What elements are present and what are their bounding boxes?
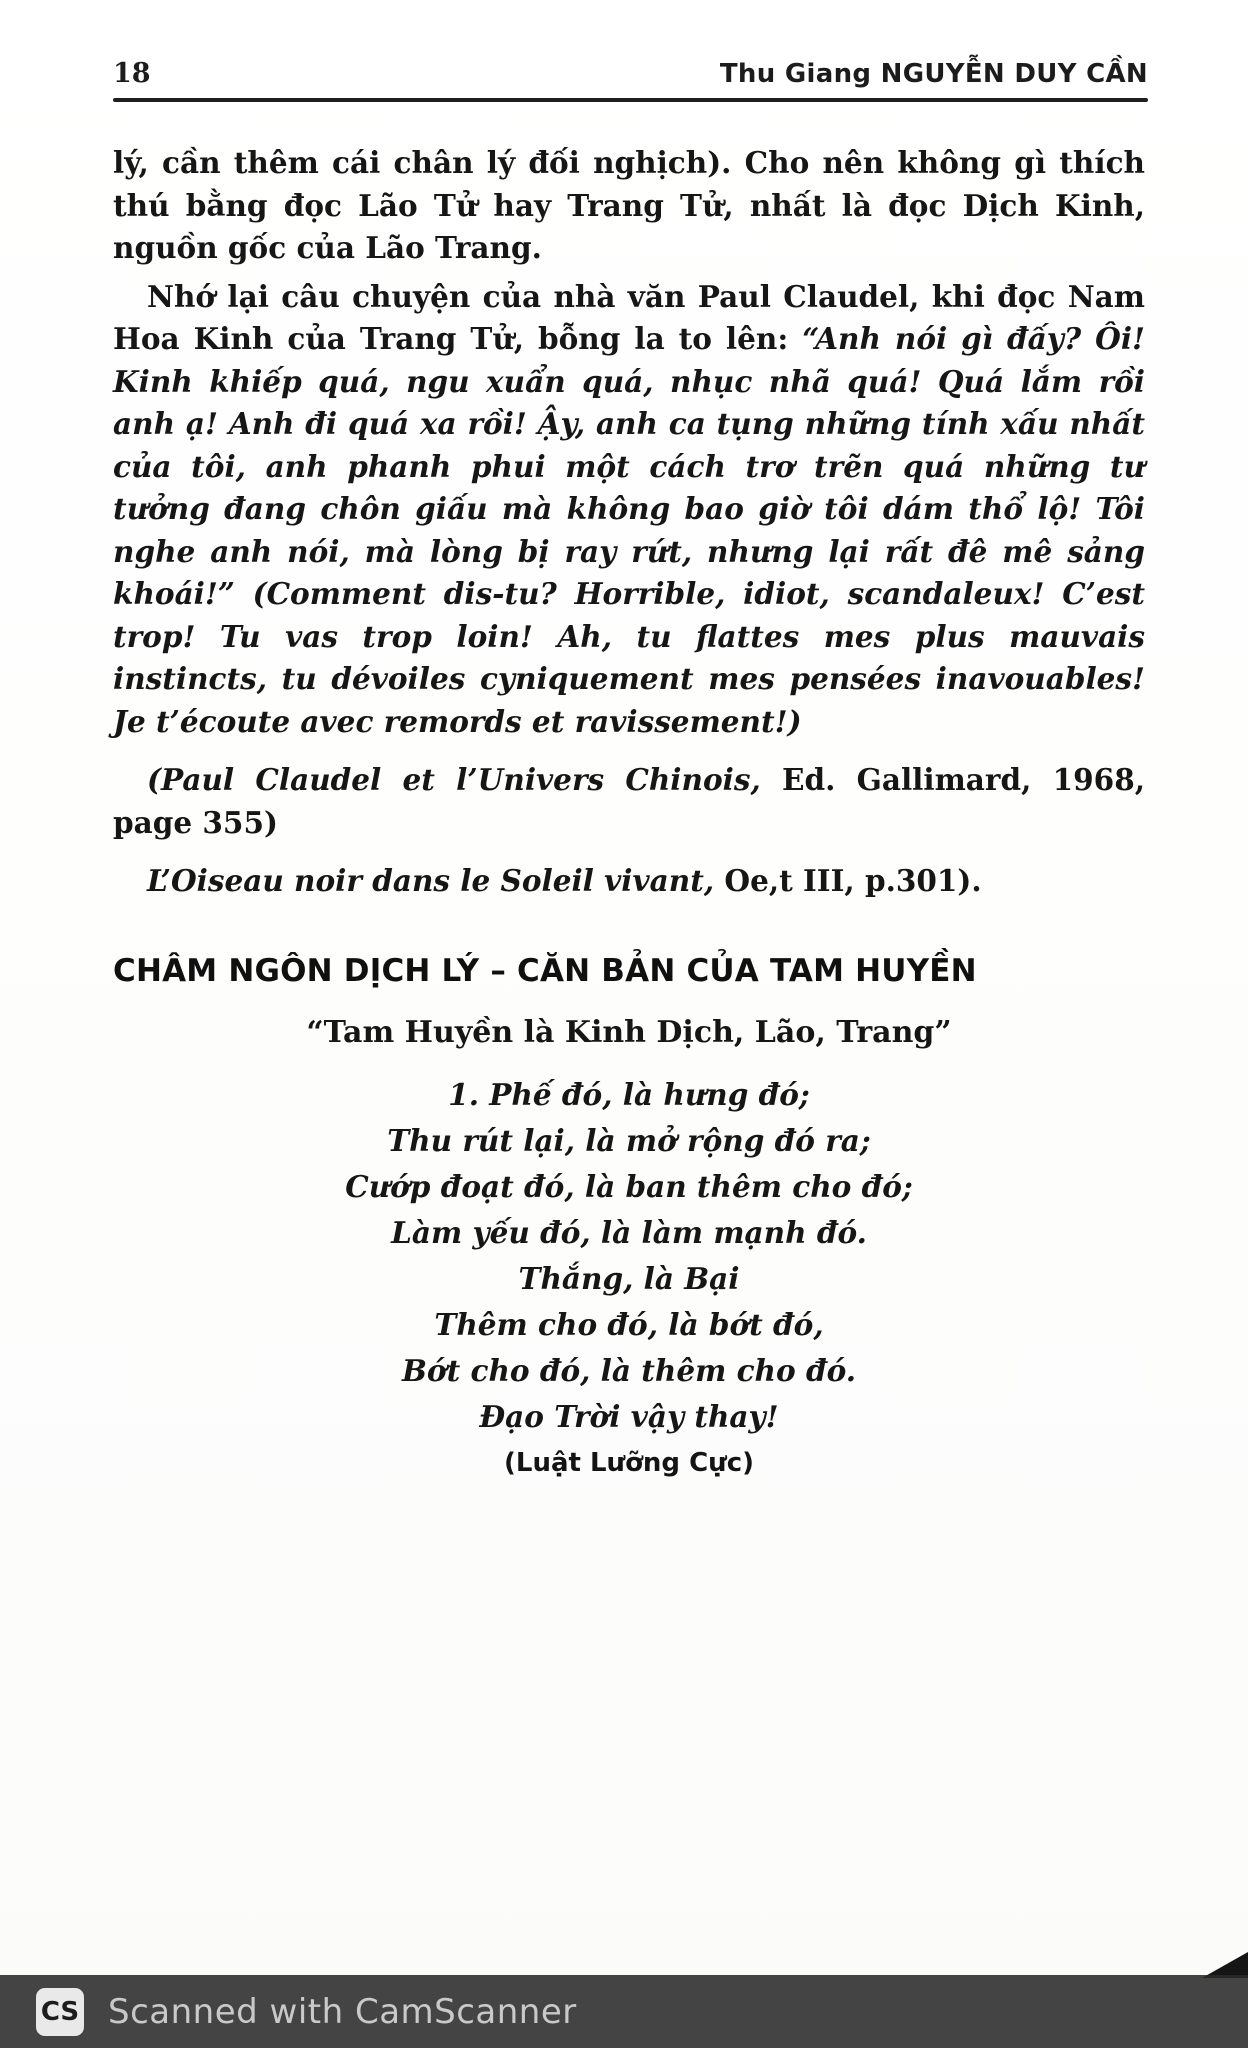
poem-line: Làm yếu đó, là làm mạnh đó.: [391, 1214, 867, 1250]
camscanner-bar: [0, 1975, 1248, 2048]
citation-oiseau: [113, 860, 1145, 903]
poem-line: Thêm cho đó, là bớt đó,: [434, 1306, 824, 1342]
citation-gallimard: [113, 759, 1145, 844]
poem-line: Thắng, là Bại: [518, 1260, 740, 1296]
camscanner-label: Scanned with CamScanner: [108, 1991, 577, 2032]
paragraph-claudel: [113, 276, 1145, 744]
page-content: [113, 142, 1145, 1478]
claudel-quote-text: “Anh nói gì đấy? Ôi! Kinh khiếp quá, ngu xuẩn quá, nhục nhã quá! Quá lắm rồi anh ạ! Anh đi quá xa rồi! Ậy, anh ca tụng những tính xấu nhất của tôi, anh phanh phui một cách trơ trẽn quá những tư tưởng đang chôn giấu mà không bao giờ tôi dám thổ lộ! Tôi nghe anh nói, mà lòng bị ray rứt, nhưng lại rất đê mê sảng khoái!” (Comment dis-tu? Horrible, idiot, scandaleux! C’est trop! Tu vas trop loin! Ah, tu flattes mes plus mauvais instincts, tu dévoiles cyniquement mes pensées inavouables! Je t’écoute avec remords et ravissement!): [113, 321, 1145, 739]
page-number: 18: [113, 58, 151, 89]
claudel-lead-text: Nhớ lại câu chuyện của nhà văn Paul Claudel, khi đọc Nam Hoa Kinh của Trang Tử, bỗng la to lên:: [113, 278, 1145, 356]
poem-line: Cướp đoạt đó, là ban thêm cho đó;: [345, 1168, 913, 1204]
poem-line: Bớt cho đó, là thêm cho đó.: [401, 1352, 857, 1388]
paragraph-continuation: lý, cần thêm cái chân lý đối nghịch). Cho nên không gì thích thú bằng đọc Lão Tử hay Trang Tử, nhất là đọc Dịch Kinh, nguồn gốc của Lão Trang.: [113, 145, 1145, 265]
page-header: [113, 58, 1148, 89]
citation-gallimard-title: (Paul Claudel et l’Univers Chinois,: [147, 762, 761, 797]
header-divider: [113, 98, 1148, 102]
citation-gallimard-details: Ed. Gallimard, 1968, page 355): [113, 762, 1145, 840]
poem-note: (Luật Lưỡng Cực): [504, 1447, 754, 1478]
citation-oiseau-title: L’Oiseau noir dans le Soleil vivant,: [147, 863, 715, 898]
running-title: Thu Giang NGUYỄN DUY CẦN: [719, 59, 1148, 89]
section-subtitle: “Tam Huyền là Kinh Dịch, Lão, Trang”: [306, 1014, 952, 1050]
poem: [113, 1072, 1145, 1478]
poem-line: Đạo Trời vậy thay!: [479, 1398, 779, 1434]
section-heading: CHÂM NGÔN DỊCH LÝ – CĂN BẢN CỦA TAM HUYỀN: [113, 952, 977, 989]
camscanner-logo-text: CS: [40, 1996, 80, 2027]
citation-oiseau-details: Oe,t III, p.301).: [714, 863, 982, 898]
poem-line: 1. Phế đó, là hưng đó;: [448, 1076, 810, 1112]
poem-line: Thu rút lại, là mở rộng đó ra;: [387, 1122, 871, 1158]
camscanner-logo-icon: [36, 1988, 84, 2036]
